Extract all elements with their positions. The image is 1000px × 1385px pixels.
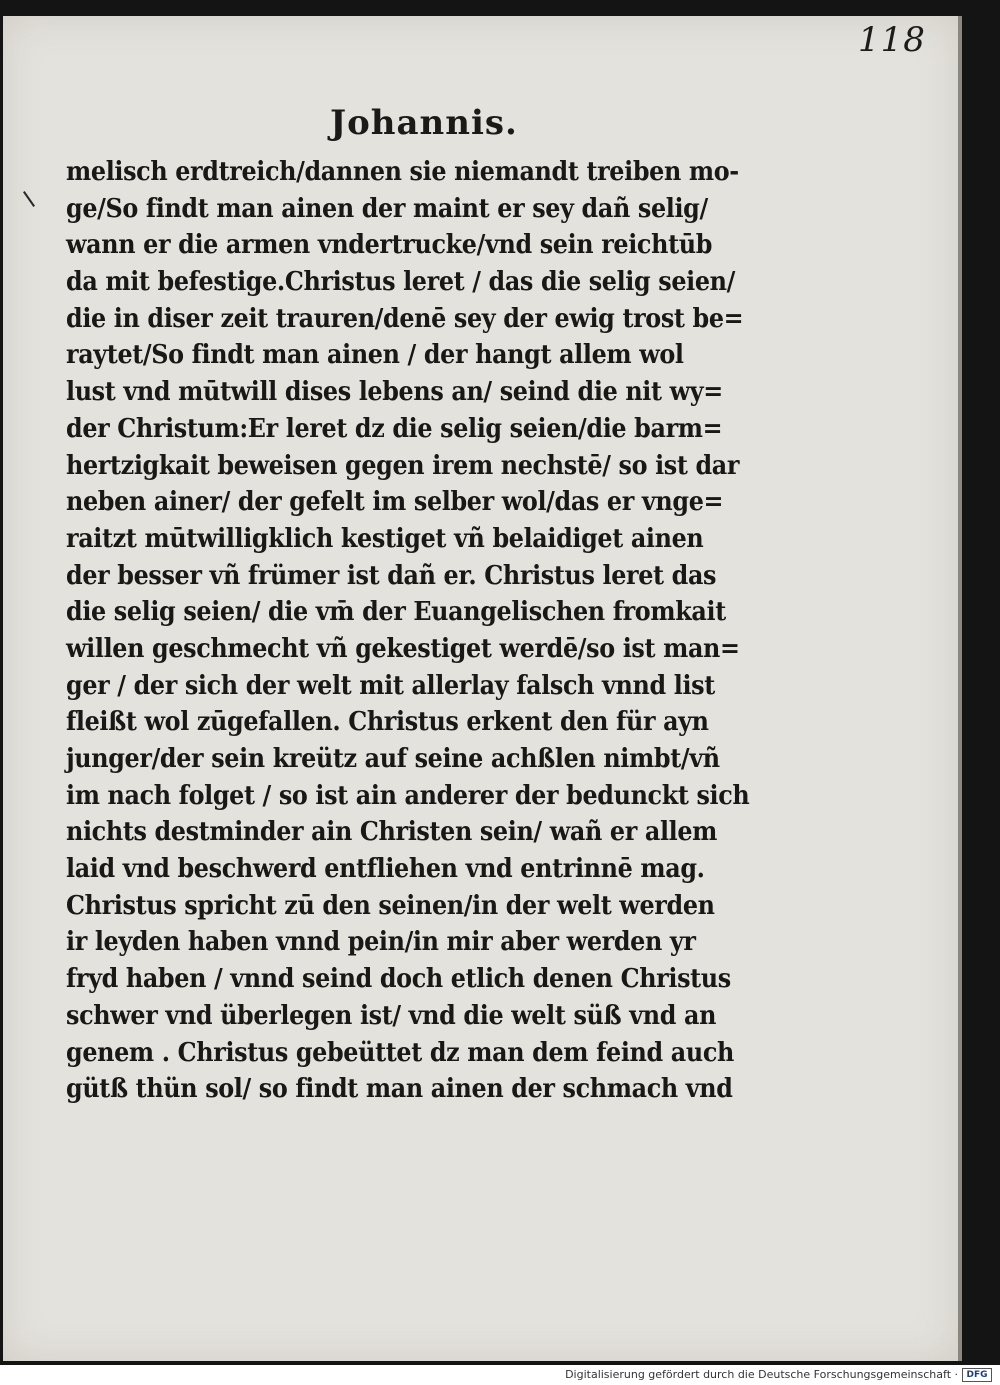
text-line: raytet/So findt man ainen / der hangt allem wol [66,339,684,371]
text-line: Christus spricht zū den seinen/in der welt werden [66,889,715,921]
text-line: da mit befestige.Christus leret / das die selig seien/ [66,266,735,298]
page-edge [958,16,962,1361]
running-head: Johannis. [330,103,518,143]
text-line: fryd haben / vnnd seind doch etlich denen Christus [66,963,731,995]
text-line: der Christum:Er leret dz die selig seien/die barm= [66,412,723,444]
text-line: schwer vnd überlegen ist/ vnd die welt süß vnd an [66,999,717,1031]
text-line: lust vnd mūtwill dises lebens an/ seind die nit wy= [66,376,723,408]
text-line: raitzt mūtwilligklich kestiget vñ belaidiget ainen [66,522,704,554]
text-line: wann er die armen vndertrucke/vnd sein reichtūb [66,229,713,261]
text-line: ger / der sich der welt mit allerlay falsch vnnd list [66,669,715,701]
text-line: neben ainer/ der gefelt im selber wol/das er vnge= [66,486,724,518]
text-line: ir leyden haben vnnd pein/in mir aber werden yr [66,926,696,958]
text-line: fleißt wol zūgefallen. Christus erkent den für ayn [66,706,709,738]
text-line: willen geschmecht vñ gekestiget werdē/so ist man= [66,632,740,664]
text-line: die in diser zeit trauren/denē sey der ewig trost be= [66,302,744,334]
footer-bar [0,1365,1000,1385]
text-line: junger/der sein kreütz auf seine achßlen nimbt/vñ [66,743,720,774]
folio-number: 118 [858,20,926,60]
text-line: die selig seien/ die vm̄ der Euangelischen fromkait [66,596,726,628]
text-line: der besser vñ frümer ist dañ er. Christus leret das [66,559,717,591]
text-line: ge/So findt man ainen der maint er sey dañ selig/ [66,192,708,224]
funding-credit: Digitalisierung gefördert durch die Deutsche Forschungsgemeinschaft · [565,1368,958,1381]
text-line: hertzigkait beweisen gegen irem nechstē/ so ist dar [66,449,740,481]
dfg-logo: DFG [962,1368,992,1382]
body-text [66,154,750,1108]
text-line: melisch erdtreich/dannen sie niemandt treiben mo- [66,156,739,187]
text-line: im nach folget / so ist ain anderer der bedunckt sich [66,779,750,811]
text-line: laid vnd beschwerd entfliehen vnd entrinnē mag. [66,853,705,885]
text-line: gütß thün sol/ so findt man ainen der schmach vnd [66,1073,733,1105]
text-line: genem . Christus gebeüttet dz man dem feind auch [66,1036,734,1068]
text-line: nichts destminder ain Christen sein/ wañ er allem [66,816,718,848]
